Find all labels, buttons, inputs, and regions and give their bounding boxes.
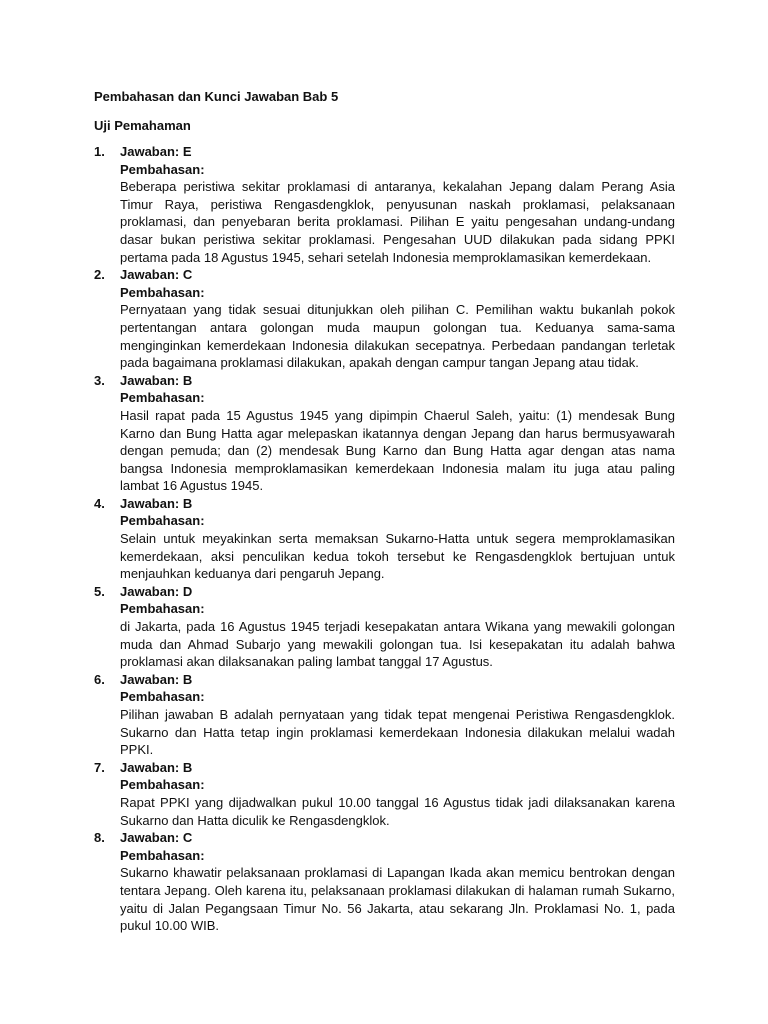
explanation-label: Pembahasan: [120,390,205,406]
explanation-label: Pembahasan: [120,689,205,705]
answer-key: Jawaban: E [120,144,192,159]
explanation-text: Pilihan jawaban B adalah pernyataan yang tidak tepat mengenai Peristiwa Rengasdengklok. Sukarno dan Hatta tetap ingin proklamasi kemerdekaan Indonesia dilakukan melalui wadah PPKI. [120,707,675,758]
item-number: 5. [94,583,105,599]
explanation-text: Sukarno khawatir pelaksanaan proklamasi di Lapangan Ikada akan memicu bentrokan dengan tentara Jepang. Oleh karena itu, pelaksanaan proklamasi dilakukan di halaman rumah Sukarno, yaitu di Jalan Pegangsaan Timur No. 56 Jakarta, atau sekarang Jln. Proklamasi No. 1, pada pukul 10.00 WIB. [120,865,675,934]
explanation-text: Beberapa peristiwa sekitar proklamasi di antaranya, kekalahan Jepang dalam Perang Asia Timur Raya, peristiwa Rengasdengklok, penyusunan naskah proklamasi, pelaksanaan proklamasi, dan penyebaran berita proklamasi. Pilihan E yaitu pengesahan undang-undang dasar bukan peristiwa sekitar proklamasi. Pengesahan UUD dilakukan pada sidang PPKI pertama pada 18 Agustus 1945, sehari setelah Indonesia memproklamasikan kemerdekaan. [120,179,675,265]
item-number: 4. [94,495,105,511]
item-number: 3. [94,372,105,388]
list-item [94,583,674,671]
list-item [94,143,674,266]
answer-key: Jawaban: B [120,759,193,775]
explanation-label: Pembahasan: [120,601,205,617]
list-item [94,495,674,583]
answer-key: Jawaban: B [120,671,193,687]
explanation-text: di Jakarta, pada 16 Agustus 1945 terjadi kesepakatan antara Wikana yang mewakili golongan muda dan Ahmad Subarjo yang mewakili golongan tua. Isi kesepakatan itu adalah bahwa proklamasi akan dilaksanakan paling lambat tanggal 17 Agustus. [120,619,675,670]
explanation-text: Selain untuk meyakinkan serta memaksan Sukarno-Hatta untuk segera memproklamasikan kemerdekaan, aksi penculikan kedua tokoh tersebut ke Rengasdengklok bertujuan untuk menjauhkan keduanya dari pengaruh Jepang. [120,531,675,582]
section-title: Uji Pemahaman [94,117,191,133]
item-number: 1. [94,144,105,159]
list-item [94,671,674,759]
list-item [94,372,674,495]
explanation-text: Hasil rapat pada 15 Agustus 1945 yang dipimpin Chaerul Saleh, yaitu: (1) mendesak Bung Karno dan Bung Hatta agar melepaskan ikatannya dengan Jepang dan harus bermusyawarah dengan pemuda; dan (2) mendesak Bung Karno dan Bung Hatta agar dengan atas nama bangsa Indonesia memproklamasikan kemerdekaan Indonesia malam itu juga atau paling lambat 16 Agustus 1945. [120,407,675,494]
answer-list [94,143,674,935]
item-number: 6. [94,671,105,687]
explanation-label: Pembahasan: [120,284,205,300]
explanation-label: Pembahasan: [120,161,205,177]
explanation-label: Pembahasan: [120,513,205,529]
explanation-label: Pembahasan: [120,777,205,793]
item-number: 7. [94,759,105,775]
answer-key: Jawaban: D [120,583,193,599]
list-item [94,759,674,829]
answer-key: Jawaban: C [120,267,193,283]
item-number: 2. [94,267,105,283]
answer-key: Jawaban: C [120,830,193,846]
list-item [94,829,674,935]
answer-key: Jawaban: B [120,372,193,388]
list-item [94,266,674,372]
explanation-label: Pembahasan: [120,847,205,863]
item-number: 8. [94,830,105,846]
answer-key: Jawaban: B [120,495,193,511]
explanation-text: Pernyataan yang tidak sesuai ditunjukkan oleh pilihan C. Pemilihan waktu bukanlah pokok pertentangan antara golongan muda maupun golongan tua. Keduanya sama-sama menginginkan kemerdekaan Indonesia dilakukan secepatnya. Perbedaan pandangan terletak pada bagaimana proklamasi dilakukan, apakah dengan campur tangan Jepang atau tidak. [120,302,675,371]
document-title: Pembahasan dan Kunci Jawaban Bab 5 [94,89,339,104]
explanation-text: Rapat PPKI yang dijadwalkan pukul 10.00 tanggal 16 Agustus tidak jadi dilaksanakan karena Sukarno dan Hatta diculik ke Rengasdengklok. [120,794,675,828]
